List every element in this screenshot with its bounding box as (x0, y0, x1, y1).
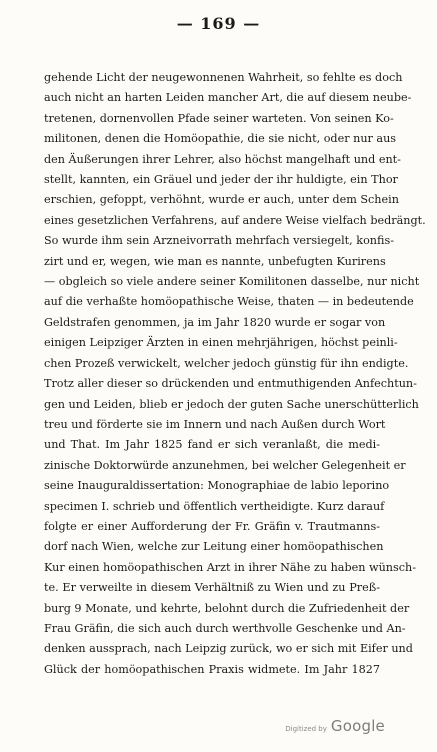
text-line: zinische Doktorwürde anzunehmen, bei welcher Gelegenheit er (44, 458, 406, 472)
text-line: seine Inauguraldissertation: Monographiae de labio leporino (44, 479, 390, 493)
text-line: burg 9 Monate, und kehrte, belohnt durch die Zufriedenheit der (44, 601, 410, 615)
text-line: Glück der homöopathischen Praxis widmete. Im Jahr 1827 (44, 662, 380, 676)
text-line: eines gesetzlichen Verfahrens, auf andere Weise vielfach bedrängt. (44, 213, 426, 227)
page-number: — 169 — (176, 14, 261, 33)
watermark-prefix: Digitized by (285, 725, 327, 733)
text-line: militonen, denen die Homöopathie, die sie nicht, oder nur aus (44, 132, 397, 146)
text-line: — obgleich so viele andere seiner Komilitonen dasselbe, nur nicht (44, 275, 420, 289)
text-line: specimen I. schrieb und öffentlich vertheidigte. Kurz darauf (44, 499, 385, 513)
text-line: te. Er verweilte in diesem Verhältniß zu Wien und zu Preß- (44, 581, 380, 595)
text-line: denken aussprach, nach Leipzig zurück, wo er sich mit Eifer und (44, 642, 413, 656)
text-line: Frau Gräfin, die sich auch durch werthvolle Geschenke und An- (44, 621, 406, 635)
text-line: einigen Leipziger Ärzten in einen mehrjährigen, höchst peinli- (44, 336, 398, 350)
text-line: folgte er einer Aufforderung der Fr. Gräfin v. Trautmanns- (44, 519, 380, 533)
text-line: tretenen, dornenvollen Pfade seiner warteten. Von seinen Ko- (44, 111, 394, 125)
text-line: gehende Licht der neugewonnenen Wahrheit, so fehlte es doch (44, 71, 403, 84)
text-line: Kur einen homöopathischen Arzt in ihrer Nähe zu haben wünsch- (44, 560, 416, 574)
text-line: So wurde ihm sein Arzneivorrath mehrfach versiegelt, konfis- (44, 234, 394, 248)
body-text (44, 68, 426, 680)
text-line: Trotz aller dieser so drückenden und entmuthigenden Anfechtun- (44, 377, 417, 391)
text-line: stellt, kannten, ein Gräuel und jeder der ihr huldigte, ein Thor (44, 173, 398, 187)
digitization-watermark (285, 717, 385, 735)
text-line: auf die verhaßte homöopathische Weise, thaten — in bedeutende (44, 295, 414, 309)
text-line: gen und Leiden, blieb er jedoch der guten Sache unerschütterlich (44, 397, 419, 411)
text-line: dorf nach Wien, welche zur Leitung einer homöopathischen (44, 540, 384, 554)
text-line: und That. Im Jahr 1825 fand er sich veranlaßt, die medi- (44, 438, 380, 452)
text-line: zirt und er, wegen, wie man es nannte, unbefugten Kurirens (44, 254, 386, 268)
text-line: erschien, gefoppt, verhöhnt, wurde er auch, unter dem Schein (44, 193, 399, 207)
text-line: Geldstrafen genommen, ja im Jahr 1820 wurde er sogar von (44, 315, 386, 329)
text-line: treu und förderte sie im Innern und nach Außen durch Wort (44, 417, 386, 431)
text-line: chen Prozeß verwickelt, welcher jedoch günstig für ihn endigte. (44, 356, 409, 370)
text-line: den Äußerungen ihrer Lehrer, also höchst mangelhaft und ent- (44, 152, 401, 166)
watermark-logo: Google (330, 717, 385, 735)
text-line: auch nicht an harten Leiden mancher Art, die auf diesem neube- (44, 91, 412, 105)
